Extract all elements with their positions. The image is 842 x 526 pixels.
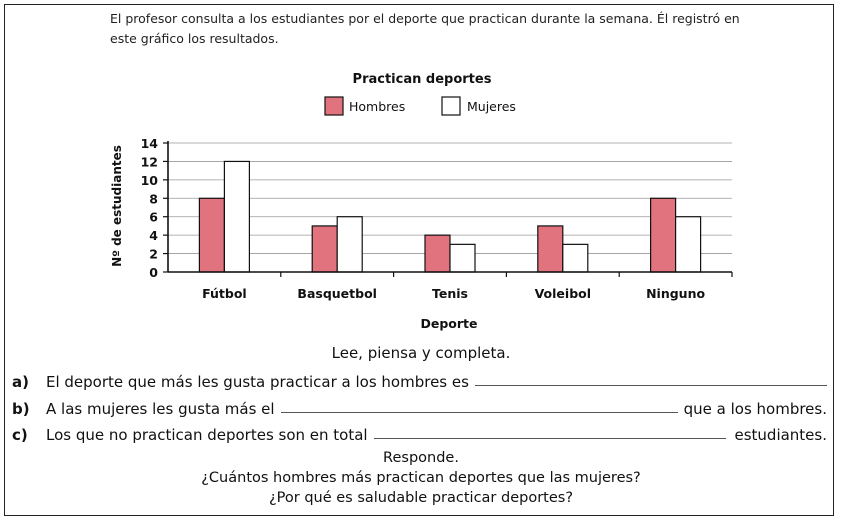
bar-mujeres (224, 161, 249, 272)
respond-question-1: ¿Cuántos hombres más practican deportes que las mujeres? (201, 470, 641, 486)
y-tick-label: 2 (149, 246, 158, 262)
question-letter: a) (12, 373, 29, 391)
y-tick-label: 12 (140, 154, 158, 170)
answer-blank-b[interactable] (281, 412, 678, 413)
bar-hombres (651, 198, 676, 272)
x-axis (168, 141, 732, 301)
x-axis-label: Deporte (420, 316, 478, 331)
chart-legend (325, 97, 516, 115)
question-b (12, 396, 827, 418)
bar-mujeres (563, 244, 588, 272)
question-suffix: estudiantes. (734, 426, 827, 444)
instructions-text: Lee, piensa y completa. (331, 344, 511, 362)
question-letter: c) (12, 426, 28, 444)
legend-swatch-mujeres (442, 97, 460, 115)
question-suffix: que a los hombres. (683, 400, 827, 418)
y-tick-label: 6 (149, 209, 158, 225)
legend-label-hombres: Hombres (349, 99, 406, 114)
answer-blank-c[interactable] (374, 438, 727, 439)
chart-title: Practican deportes (352, 72, 492, 87)
x-tick-label: Ninguno (646, 286, 706, 301)
y-tick-label: 8 (149, 191, 158, 207)
y-tick-label: 14 (140, 136, 158, 151)
bar-mujeres (450, 244, 475, 272)
answer-blank-a[interactable] (475, 385, 827, 386)
bar-mujeres (676, 217, 701, 272)
y-tick-label: 10 (140, 172, 158, 188)
question-a (12, 369, 827, 391)
x-tick-label: Tenis (432, 286, 468, 301)
question-text: Los que no practican deportes son en total (46, 426, 368, 444)
bar-mujeres (337, 217, 362, 272)
question-text: A las mujeres les gusta más el (46, 400, 275, 418)
y-tick-label: 0 (149, 265, 158, 280)
y-tick-label: 4 (149, 228, 158, 244)
bar-hombres (199, 198, 224, 272)
question-letter: b) (12, 400, 30, 418)
x-tick-label: Basquetbol (297, 286, 377, 301)
x-tick-label: Fútbol (202, 286, 247, 301)
bar-hombres (538, 226, 563, 272)
respond-title: Responde. (383, 450, 459, 466)
question-text: El deporte que más les gusta practicar a los hombres es (46, 373, 469, 391)
bar-hombres (312, 226, 337, 272)
respond-question-2: ¿Por qué es saludable practicar deportes? (268, 490, 574, 506)
x-tick-label: Voleibol (534, 286, 592, 301)
intro-text: El profesor consulta a los estudiantes por el deporte que practican durante la semana. Él registró en este gráfico los resultados. (110, 11, 740, 46)
y-axis-ticks (141, 136, 168, 280)
y-axis-label: Nº de estudiantes (110, 145, 124, 267)
legend-label-mujeres: Mujeres (467, 99, 516, 114)
legend-swatch-hombres (325, 97, 343, 115)
question-c (12, 422, 827, 444)
bar-hombres (425, 235, 450, 272)
